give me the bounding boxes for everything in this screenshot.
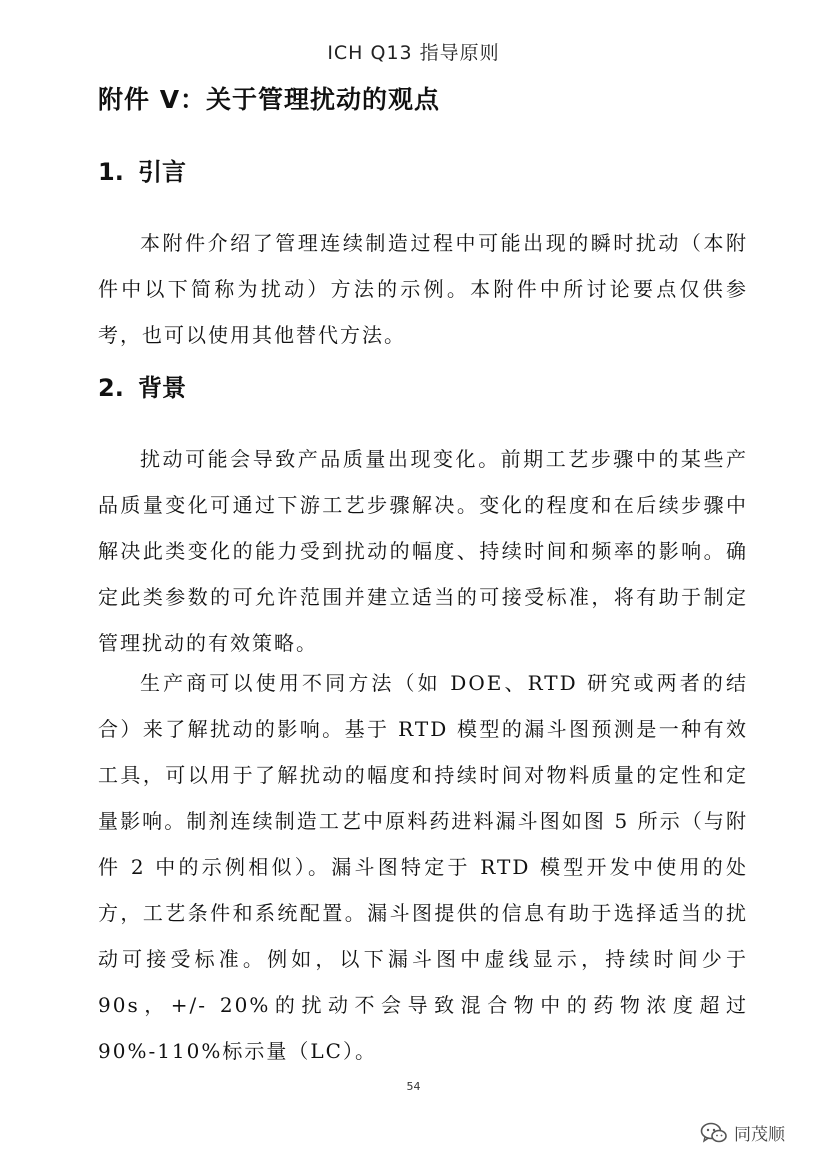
section-number: 1. [98,158,124,186]
watermark-label: 同茂顺 [734,1125,785,1145]
running-header: ICH Q13 指导原则 [327,42,500,64]
introduction-paragraph: 本附件介绍了管理连续制造过程中可能出现的瞬时扰动（本附件中以下简称为扰动）方法的示例。本附件中所讨论要点仅供参考，也可以使用其他替代方法。 [98,231,748,347]
section-title: 引言 [138,158,186,186]
background-paragraph-1: 扰动可能会导致产品质量出现变化。前期工艺步骤中的某些产品质量变化可通过下游工艺步骤解决。变化的程度和在后续步骤中解决此类变化的能力受到扰动的幅度、持续时间和频率的影响。确定此类参数的可允许范围并建立适当的可接受标准，将有助于制定管理扰动的有效策略。 [98,447,748,655]
section-heading-background [98,368,186,403]
background-paragraph-2: 生产商可以使用不同方法（如 DOE、RTD 研究或两者的结合）来了解扰动的影响。基于 RTD 模型的漏斗图预测是一种有效工具，可以用于了解扰动的幅度和持续时间对物料质量的定性和定量影响。制剂连续制造工艺中原料药进料漏斗图如图 5 所示（与附件 2 中的示例相似）。漏斗图特定于 RTD 模型开发中使用的处方，工艺条件和系统配置。漏斗图提供的信息有助于选择适当的扰动可接受标准。例如，以下漏斗图中虚线显示，持续时间少于 90s，+/- 20%的扰动不会导致混合物中的药物浓度超过 90%-110%标示量（LC）。 [98,671,748,1063]
wechat-icon [700,1122,728,1144]
section-number: 2. [98,374,124,402]
section-title: 背景 [138,374,186,402]
annex-title: 附件 V：关于管理扰动的观点 [98,85,441,114]
watermark [700,1120,785,1145]
section-heading-introduction [98,152,186,187]
page-number: 54 [406,1080,421,1093]
